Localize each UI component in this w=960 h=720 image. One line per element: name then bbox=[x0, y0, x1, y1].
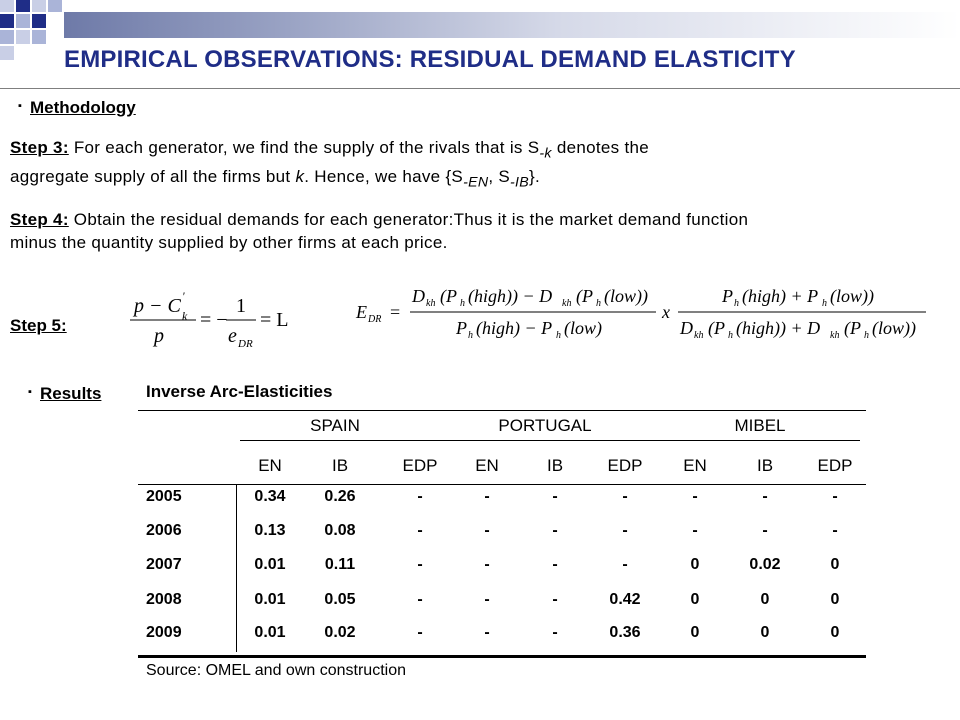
svg-text:E: E bbox=[356, 302, 367, 322]
svg-text:h: h bbox=[864, 330, 869, 341]
svg-text:kh: kh bbox=[694, 330, 704, 341]
row-year: 2006 bbox=[146, 522, 182, 539]
table-cell: - bbox=[484, 556, 490, 573]
svg-text:DR: DR bbox=[368, 314, 382, 325]
svg-text:P: P bbox=[722, 286, 733, 306]
row-year: 2007 bbox=[146, 556, 182, 573]
svg-text:(P: (P bbox=[576, 286, 593, 306]
svg-text:(high)) + D: (high)) + D bbox=[736, 318, 821, 338]
svg-text:= L: = L bbox=[260, 309, 289, 331]
table-cell: - bbox=[417, 624, 423, 641]
table-cell: 0.08 bbox=[324, 522, 356, 539]
column-header: EDP bbox=[402, 456, 438, 475]
table-cell: - bbox=[692, 488, 698, 505]
table-cell: - bbox=[832, 488, 838, 505]
table-cell: - bbox=[552, 591, 558, 608]
svg-text:DR: DR bbox=[238, 338, 253, 350]
table-cell: - bbox=[622, 556, 628, 573]
table-cell: - bbox=[417, 522, 423, 539]
svg-text:(low)): (low)) bbox=[604, 286, 648, 306]
column-header: IB bbox=[546, 456, 564, 475]
column-header: IB bbox=[331, 456, 349, 475]
svg-text:kh: kh bbox=[562, 298, 572, 309]
table-title: Inverse Arc-Elasticities bbox=[146, 382, 333, 401]
svg-text:x: x bbox=[662, 302, 670, 322]
column-header: IB bbox=[756, 456, 774, 475]
table-cell: 0.26 bbox=[324, 488, 356, 505]
svg-text:(low)): (low)) bbox=[872, 318, 916, 338]
table-cell: - bbox=[417, 591, 423, 608]
table-cell: 0.01 bbox=[254, 624, 286, 641]
table-cell: 0 bbox=[760, 591, 770, 608]
elasticity-formula bbox=[120, 286, 300, 350]
table-cell: 0.11 bbox=[324, 556, 356, 573]
title-divider bbox=[0, 88, 960, 89]
svg-text:e: e bbox=[228, 325, 237, 347]
svg-text:h: h bbox=[468, 330, 473, 341]
table-cell: - bbox=[692, 522, 698, 539]
table-cell: - bbox=[417, 488, 423, 505]
column-header: EDP bbox=[817, 456, 853, 475]
svg-text:(high)) − D: (high)) − D bbox=[468, 286, 553, 306]
table-cell: 0 bbox=[830, 591, 840, 608]
step4-label: Step 4: bbox=[10, 210, 69, 229]
table-cell: - bbox=[552, 624, 558, 641]
svg-text:(P: (P bbox=[844, 318, 861, 338]
table-cell: - bbox=[622, 522, 628, 539]
results-heading: Results bbox=[40, 384, 102, 403]
table-cell: - bbox=[552, 556, 558, 573]
svg-text:(P: (P bbox=[440, 286, 457, 306]
slide-title: EMPIRICAL OBSERVATIONS: RESIDUAL DEMAND ELASTICITY bbox=[64, 46, 796, 73]
svg-text:h: h bbox=[728, 330, 733, 341]
svg-text:= −: = − bbox=[200, 309, 228, 331]
row-year: 2008 bbox=[146, 591, 182, 608]
table-cell: 0.02 bbox=[324, 624, 356, 641]
table-cell: - bbox=[762, 488, 768, 505]
svg-text:D: D bbox=[412, 286, 425, 306]
svg-text:h: h bbox=[556, 330, 561, 341]
table-cell: 0.02 bbox=[749, 556, 781, 573]
table-cell: 0.36 bbox=[609, 624, 641, 641]
column-header: EN bbox=[683, 456, 707, 475]
table-cell: - bbox=[622, 488, 628, 505]
svg-text:p − C: p − C bbox=[134, 295, 181, 317]
table-cell: - bbox=[832, 522, 838, 539]
table-cell: 0.05 bbox=[324, 591, 356, 608]
row-year: 2005 bbox=[146, 488, 182, 505]
svg-text:kh: kh bbox=[830, 330, 840, 341]
bullet-square-icon: ▪ bbox=[18, 100, 22, 112]
header-bottom-rule bbox=[138, 484, 866, 485]
svg-text:(high) + P: (high) + P bbox=[742, 286, 819, 306]
table-cell: 0.01 bbox=[254, 591, 286, 608]
table-cell: - bbox=[484, 522, 490, 539]
svg-text:k: k bbox=[182, 309, 188, 323]
table-bottom-rule bbox=[138, 655, 866, 658]
svg-text:h: h bbox=[734, 298, 739, 309]
svg-text:h: h bbox=[460, 298, 465, 309]
table-cell: 0 bbox=[830, 556, 840, 573]
table-cell: 0.34 bbox=[254, 488, 286, 505]
group-header: SPAIN bbox=[310, 416, 360, 435]
column-header: EDP bbox=[607, 456, 643, 475]
svg-text:h: h bbox=[596, 298, 601, 309]
svg-text:=: = bbox=[390, 302, 401, 322]
column-header: EN bbox=[475, 456, 499, 475]
table-cell: - bbox=[484, 591, 490, 608]
svg-text:D: D bbox=[680, 318, 693, 338]
table-top-rule bbox=[138, 410, 866, 411]
step5-label: Step 5: bbox=[10, 316, 67, 335]
table-cell: 0 bbox=[760, 624, 770, 641]
group-rule bbox=[240, 440, 860, 441]
svg-text:P: P bbox=[456, 318, 467, 338]
table-cell: 0 bbox=[830, 624, 840, 641]
step3-paragraph: Step 3: For each generator, we find the supply of the rivals that is $S_{-k}$ denotes the aggregate supply of all the firms but k. Hence, we have {$S_{-EN}$, $S_{-IB}$}. bbox=[10, 138, 649, 191]
table-cell: 0.42 bbox=[609, 591, 641, 608]
table-cell: - bbox=[552, 522, 558, 539]
svg-text:kh: kh bbox=[426, 298, 436, 309]
table-cell: 0 bbox=[690, 591, 700, 608]
svg-text:h: h bbox=[822, 298, 827, 309]
svg-text:p: p bbox=[154, 325, 164, 347]
row-year: 2009 bbox=[146, 624, 182, 641]
table-cell: 0.01 bbox=[254, 556, 286, 573]
table-cell: 0 bbox=[690, 556, 700, 573]
svg-text:(P: (P bbox=[708, 318, 725, 338]
column-header: EN bbox=[258, 456, 282, 475]
table-source-note: Source: OMEL and own construction bbox=[146, 662, 406, 679]
bullet-square-icon: ▪ bbox=[28, 386, 32, 398]
arc-elasticity-formula bbox=[354, 282, 934, 348]
table-cell: - bbox=[762, 522, 768, 539]
group-header: PORTUGAL bbox=[498, 416, 592, 435]
svg-text:1: 1 bbox=[236, 295, 246, 317]
step4-paragraph: Step 4: Obtain the residual demands for each generator:Thus it is the market demand function minus the quantity supplied by other firms at each price. bbox=[10, 210, 749, 252]
step3-label: Step 3: bbox=[10, 138, 69, 157]
svg-text:(low)): (low)) bbox=[830, 286, 874, 306]
methodology-heading: Methodology bbox=[30, 98, 136, 117]
table-cell: - bbox=[417, 556, 423, 573]
table-cell: 0 bbox=[690, 624, 700, 641]
table-cell: - bbox=[484, 488, 490, 505]
svg-text:(low): (low) bbox=[564, 318, 602, 338]
svg-text:': ' bbox=[182, 289, 185, 303]
table-cell: 0.13 bbox=[254, 522, 286, 539]
table-cell: - bbox=[484, 624, 490, 641]
svg-text:(high) − P: (high) − P bbox=[476, 318, 553, 338]
group-header: MIBEL bbox=[734, 416, 786, 435]
table-cell: - bbox=[552, 488, 558, 505]
